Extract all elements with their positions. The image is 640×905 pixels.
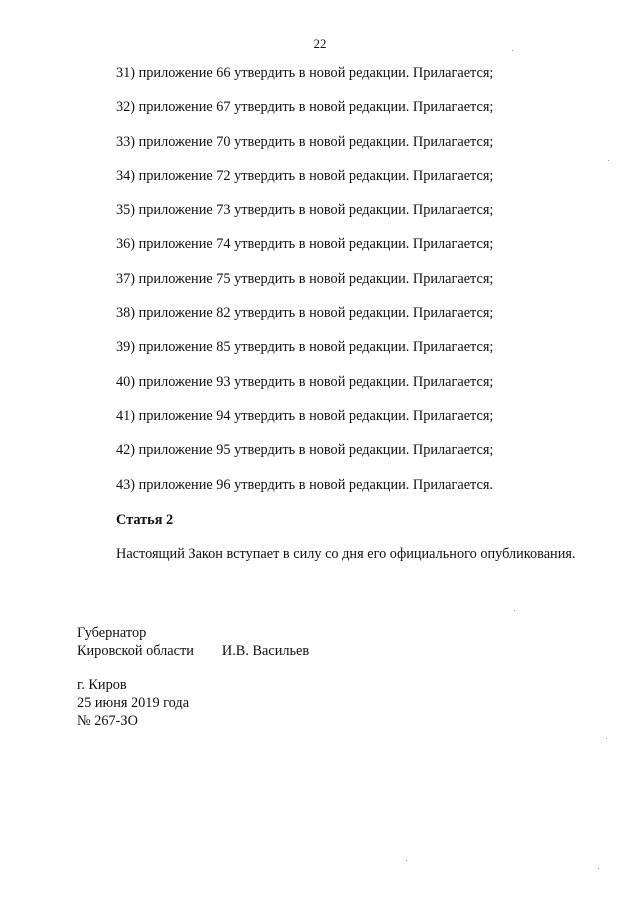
governor-title: Губернатор (77, 625, 147, 641)
list-item: 37) приложение 75 утвердить в новой редакции. Прилагается; (116, 270, 494, 287)
place-date-number-block (77, 676, 189, 730)
list-item: 31) приложение 66 утвердить в новой редакции. Прилагается; (116, 65, 494, 81)
law-number: № 267-ЗО (77, 713, 138, 729)
date: 25 июня 2019 года (77, 695, 190, 711)
article-heading: Статья 2 (116, 512, 174, 528)
governor-region: Кировской области (77, 643, 194, 659)
scan-speck (606, 738, 607, 739)
list-item: 42) приложение 95 утвердить в новой редакции. Прилагается; (116, 442, 494, 459)
list-item: 39) приложение 85 утвердить в новой редакции. Прилагается; (116, 339, 494, 356)
page-number: 22 (313, 36, 327, 51)
list-item: 35) приложение 73 утвердить в новой редакции. Прилагается; (116, 202, 494, 219)
list-item: 33) приложение 70 утвердить в новой редакции. Прилагается; (116, 133, 494, 150)
list-item: 43) приложение 96 утвердить в новой редакции. Прилагается. (116, 476, 493, 493)
governor-region-line (77, 642, 309, 660)
list-item: 32) приложение 67 утвердить в новой редакции. Прилагается; (116, 99, 494, 116)
list-item: 38) приложение 82 утвердить в новой редакции. Прилагается; (116, 305, 494, 322)
scan-speck (406, 860, 407, 861)
scan-speck (512, 50, 513, 51)
scan-speck (608, 160, 609, 161)
article-body: Настоящий Закон вступает в силу со дня его официального опубликования. (116, 546, 576, 562)
city: г. Киров (77, 677, 127, 693)
governor-name: И.В. Васильев (221, 643, 310, 659)
signature-block (77, 624, 309, 660)
list-item: 36) приложение 74 утвердить в новой редакции. Прилагается; (116, 236, 494, 253)
scan-speck (598, 868, 599, 869)
list-item: 40) приложение 93 утвердить в новой редакции. Прилагается; (116, 373, 494, 390)
scan-speck (514, 610, 515, 611)
list-item: 41) приложение 94 утвердить в новой редакции. Прилагается; (116, 407, 494, 424)
amendment-list (116, 64, 586, 510)
list-item: 34) приложение 72 утвердить в новой редакции. Прилагается; (116, 167, 494, 184)
